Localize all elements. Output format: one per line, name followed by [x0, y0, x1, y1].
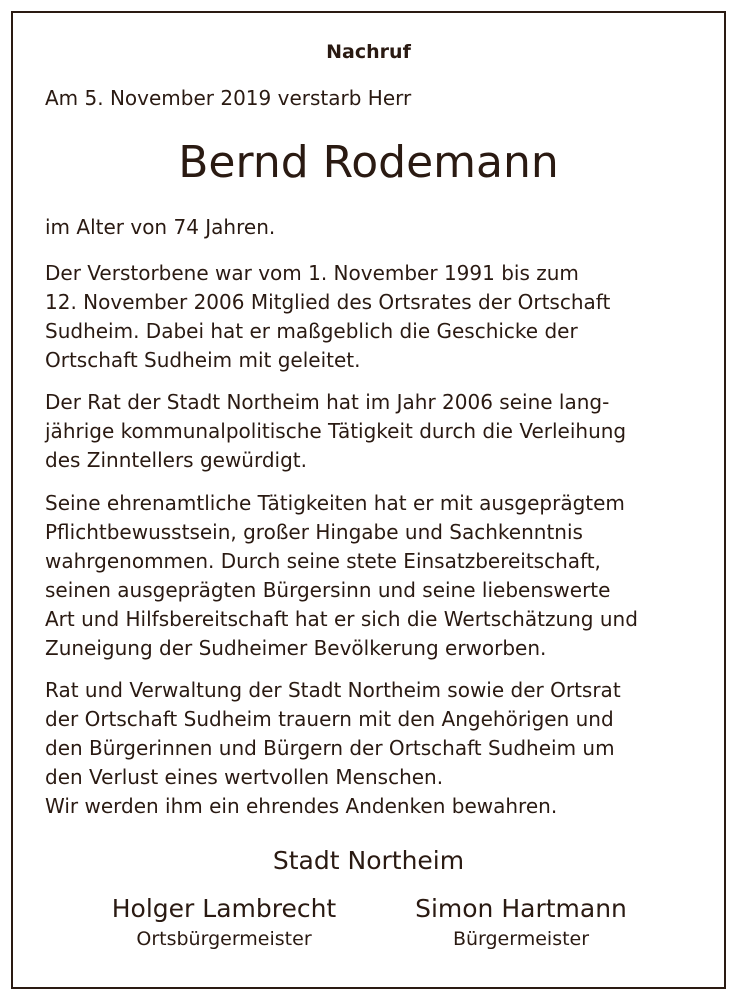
paragraph-award: Der Rat der Stadt Northeim hat im Jahr 2006 seine lang- jährige kommunalpolitische Tätigkeit durch die Verleihung des Zinntellers gewürdigt.: [45, 390, 627, 472]
signatory-name: Holger Lambrecht: [111, 894, 337, 923]
obituary-notice: [11, 11, 726, 989]
intro-line: Am 5. November 2019 verstarb Herr: [45, 86, 412, 110]
signatory-name: Simon Hartmann: [415, 894, 627, 923]
paragraph-dedication: Seine ehrenamtliche Tätigkeiten hat er mit ausgeprägtem Pflichtbewusstsein, großer Hingabe und Sachkenntnis wahrgenommen. Durch seine stete Einsatzbereitschaft, seinen ausgeprägten Bürgersinn und seine liebenswerte Art und Hilfsbereitschaft hat er sich die Wertschätzung und Zuneigung der Sudheimer Bevölkerung erworben.: [45, 491, 638, 660]
paragraph-condolence: Rat und Verwaltung der Stadt Northeim sowie der Ortsrat der Ortschaft Sudheim trauern mit den Angehörigen und den Bürgerinnen und Bürgern der Ortschaft Sudheim um den Verlust eines wertvollen Menschen. Wir werden ihm ein ehrendes Andenken bewahren.: [45, 678, 621, 818]
signatory-role: Ortsbürgermeister: [136, 928, 312, 950]
signatory-role: Bürgermeister: [452, 928, 590, 950]
age-line: im Alter von 74 Jahren.: [45, 215, 276, 239]
signature-block-right: [371, 893, 671, 953]
deceased-name: Bernd Rodemann: [178, 137, 559, 188]
notice-heading: Nachruf: [326, 41, 411, 63]
signature-block-left: [74, 893, 374, 953]
organization-name: Stadt Northeim: [272, 846, 465, 875]
paragraph-membership: Der Verstorbene war vom 1. November 1991 bis zum 12. November 2006 Mitglied des Ortsrates der Ortschaft Sudheim. Dabei hat er maßgeblich die Geschicke der Ortschaft Sudheim mit geleitet.: [45, 261, 611, 372]
